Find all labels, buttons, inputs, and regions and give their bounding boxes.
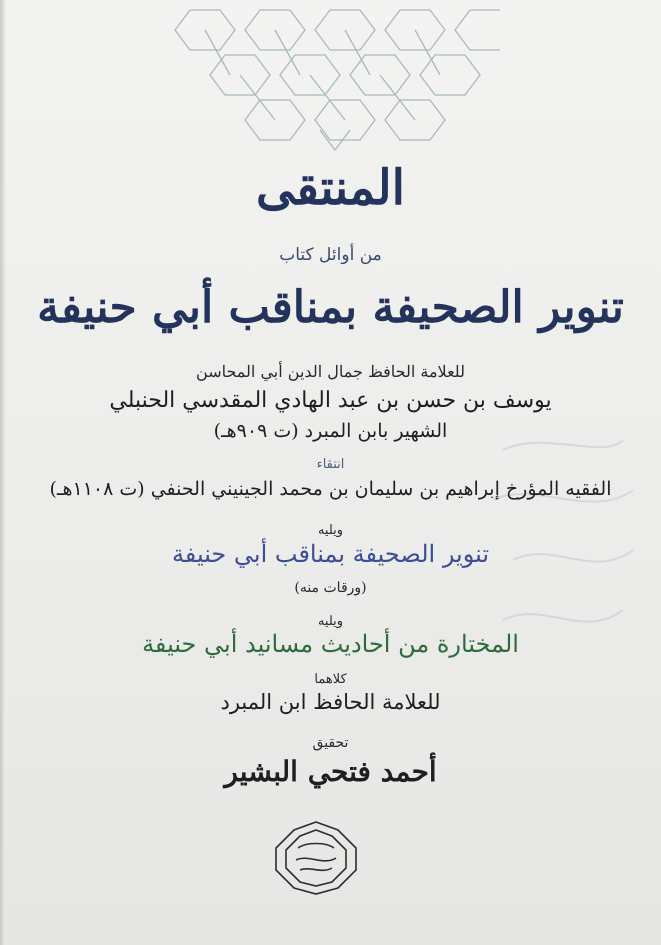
selection-label: انتقاء xyxy=(316,457,345,472)
second-book-title: تنوير الصحيفة بمناقب أبي حنيفة xyxy=(171,540,490,568)
cover-edge xyxy=(0,0,6,945)
second-book-note: (ورقات منه) xyxy=(294,580,367,596)
followed-by-label-2: ويليه xyxy=(317,614,344,629)
geometric-pattern xyxy=(170,0,500,160)
selector-name: الفقيه المؤرخ إبراهيم بن سليمان بن محمد الجينيني الحنفي (ت ١١٠٨هـ) xyxy=(49,478,612,500)
publisher-seal xyxy=(268,818,364,898)
by-line: للعلامة الحافظ جمال الدين أبي المحاسن xyxy=(196,362,465,381)
author-known-as: الشهير بابن المبرد (ت ٩٠٩هـ) xyxy=(213,420,448,442)
main-book-title: تنوير الصحيفة بمناقب أبي حنيفة xyxy=(37,282,624,333)
from-first-label: من أوائل كتاب xyxy=(279,245,382,265)
edited-label: تحقيق xyxy=(312,735,349,751)
third-book-title: المختارة من أحاديث مسانيد أبي حنيفة xyxy=(142,630,519,658)
book-title: المنتقى xyxy=(256,160,405,216)
both-author: للعلامة الحافظ ابن المبرد xyxy=(220,690,441,714)
followed-by-label-1: ويليه xyxy=(317,523,344,538)
editor-name: أحمد فتحي البشير xyxy=(224,755,437,788)
author-name: يوسف بن حسن بن عبد الهادي المقدسي الحنبلي xyxy=(109,388,552,413)
both-label: كلاهما xyxy=(314,672,347,687)
